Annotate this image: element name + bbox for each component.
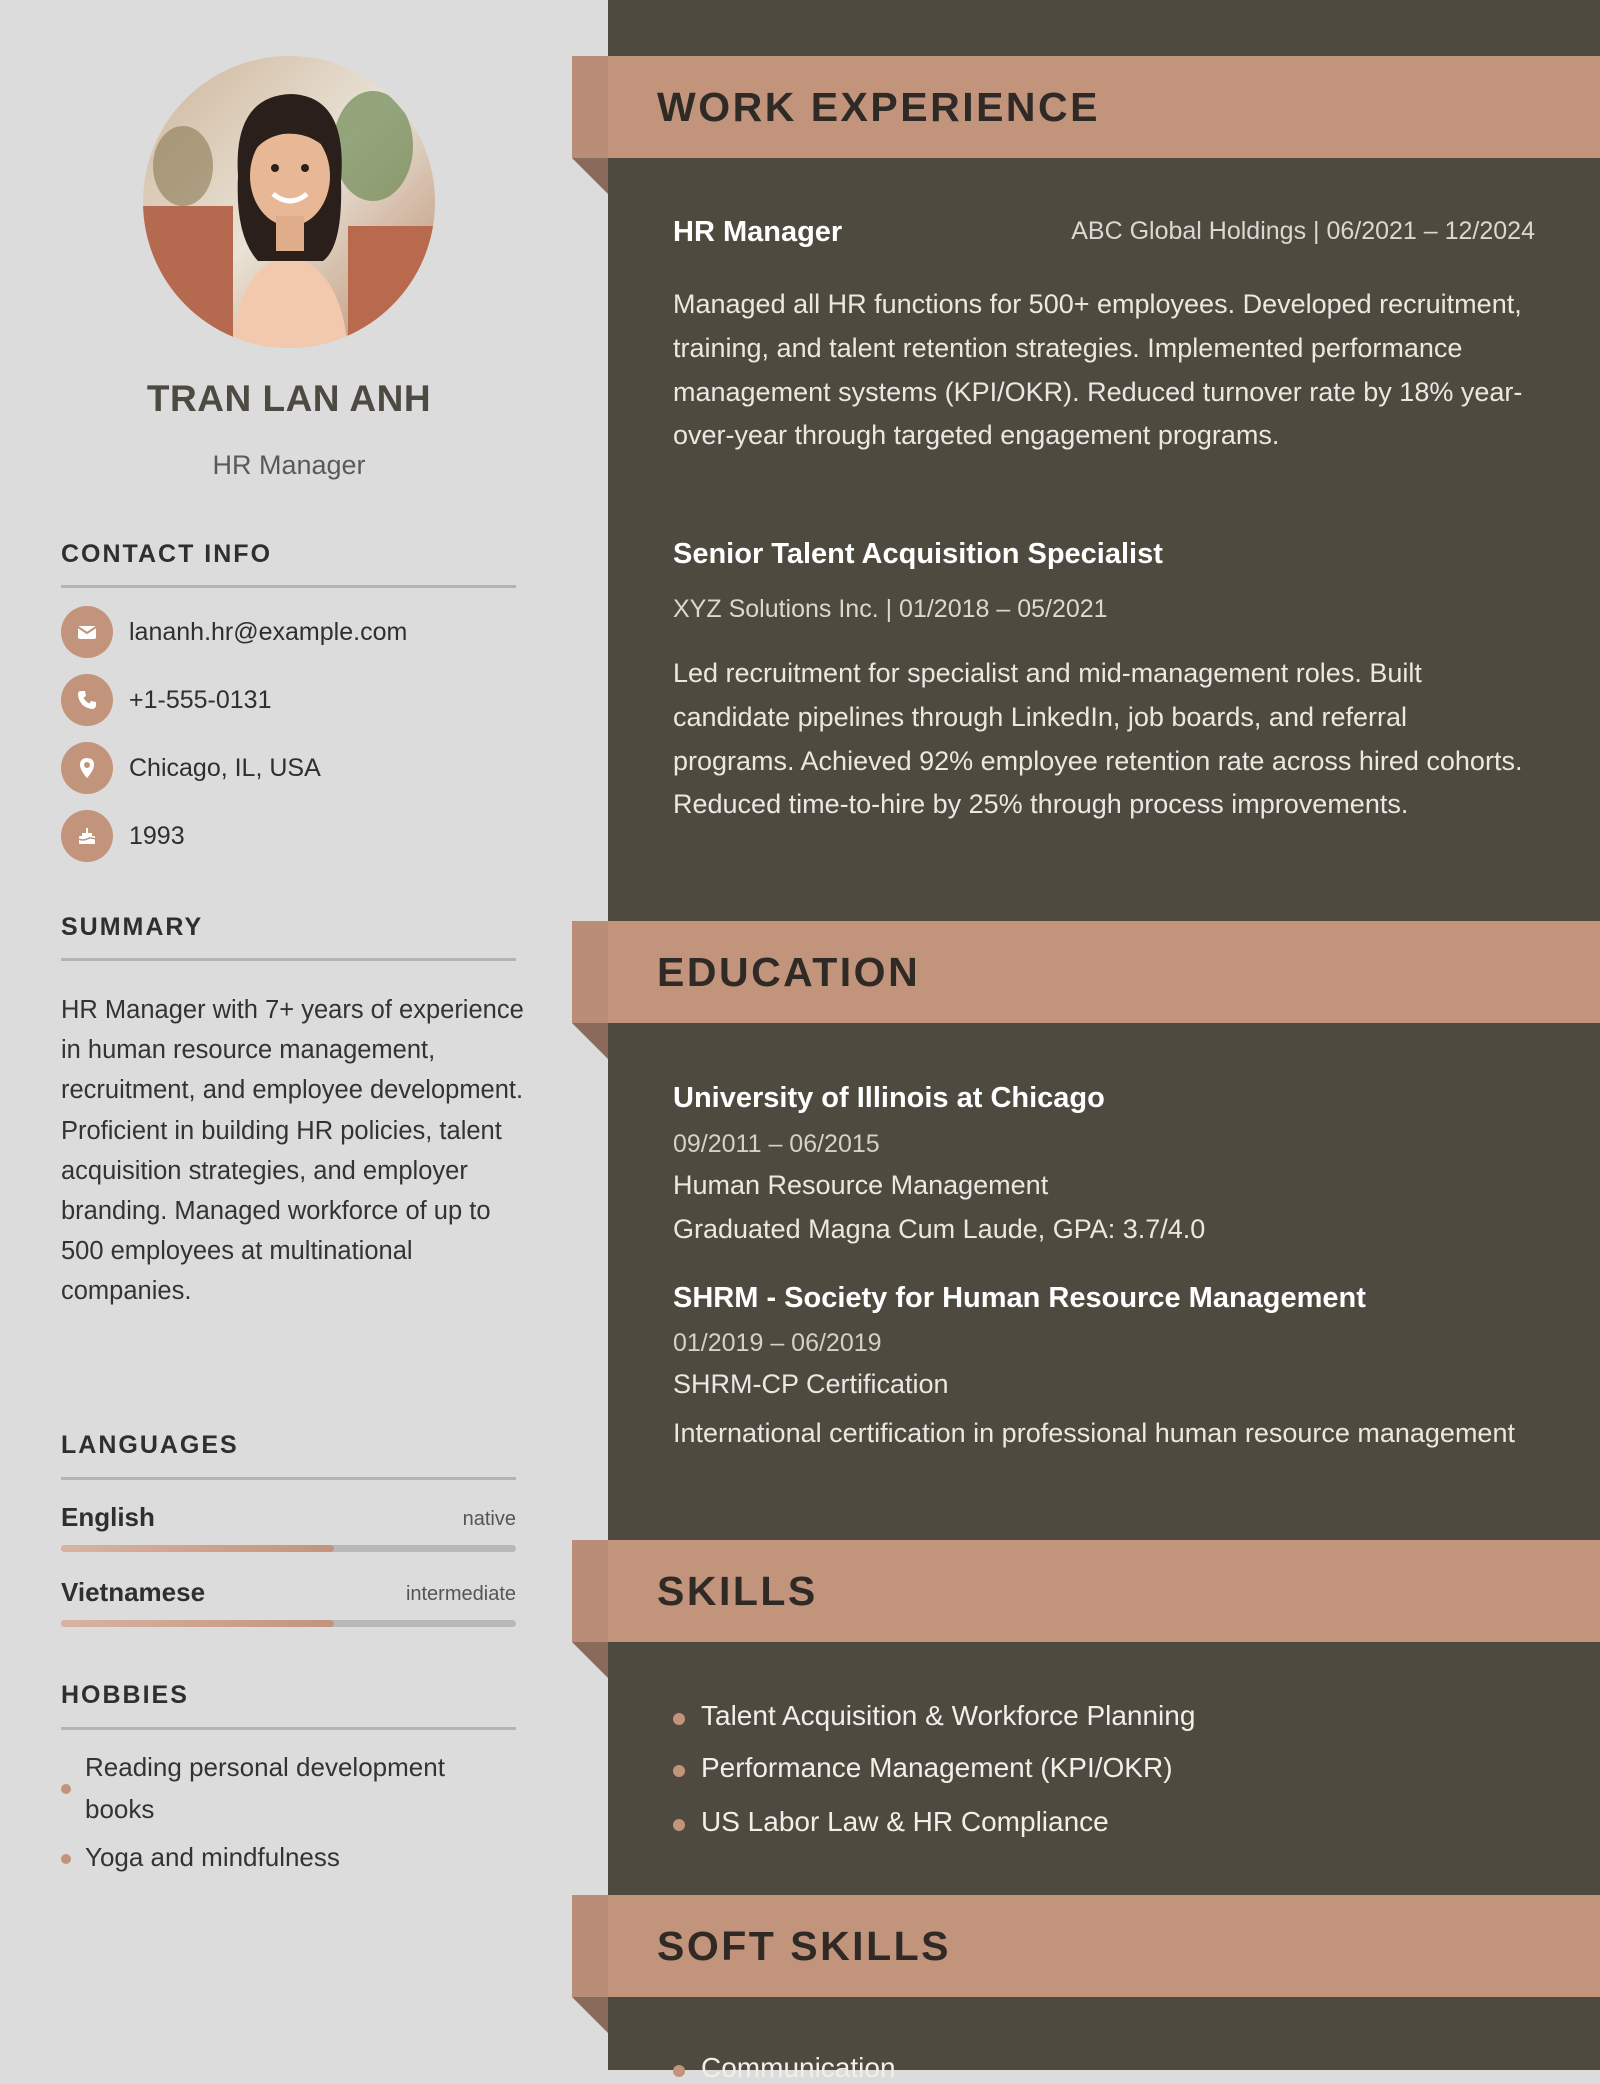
language-name: English <box>61 1502 155 1532</box>
bullet-dot <box>673 1713 685 1725</box>
contact-phone[interactable] <box>61 674 271 726</box>
job-title: Senior Talent Acquisition Specialist <box>673 538 1163 570</box>
education-school: SHRM - Society for Human Resource Management <box>673 1282 1366 1314</box>
job-description: Managed all HR functions for 500+ employees. Developed recruitment, training, and talent retention strategies. Implemented performance management systems (KPI/OKR). Reduced turnover rate by 18% year-over-year through targeted engagement programs. <box>673 289 1523 451</box>
bullet-dot <box>61 1784 71 1794</box>
soft-skill-text: Communication <box>701 2052 896 2083</box>
language-vietnamese-bar <box>61 1620 516 1627</box>
hobby-text: Reading personal development books <box>85 1752 445 1824</box>
skill-text: US Labor Law & HR Compliance <box>701 1806 1109 1837</box>
work-experience-heading: WORK EXPERIENCE <box>657 84 1100 130</box>
language-vietnamese <box>61 1577 516 1609</box>
education-line: International certification in professional human resource management <box>673 1418 1515 1448</box>
skills-heading: SKILLS <box>657 1568 818 1614</box>
education-dates: 01/2019 – 06/2019 <box>673 1329 882 1357</box>
birthday-cake-icon <box>61 810 113 862</box>
section-band-fold <box>572 1642 608 1678</box>
section-band-tab <box>572 56 608 158</box>
job-title: HR Manager <box>673 216 843 248</box>
email-icon <box>61 606 113 658</box>
phone-icon <box>61 674 113 726</box>
profile-role: HR Manager <box>212 450 366 480</box>
profile-photo <box>143 56 435 348</box>
skill-text: Talent Acquisition & Workforce Planning <box>701 1700 1196 1731</box>
hobby-item <box>61 1746 501 1830</box>
contact-location <box>61 742 321 794</box>
education-school: University of Illinois at Chicago <box>673 1082 1105 1114</box>
skill-text: Performance Management (KPI/OKR) <box>701 1752 1173 1783</box>
contact-birth-year-text: 1993 <box>129 821 185 850</box>
job-description: Led recruitment for specialist and mid-management roles. Built candidate pipelines through LinkedIn, job boards, and referral programs. Achieved 92% employee retention rate across hired cohorts. Reduced time-to-hire by 25% through process improvements. <box>673 658 1523 820</box>
education-line: SHRM-CP Certification <box>673 1369 949 1399</box>
language-english-bar-fill <box>61 1545 334 1552</box>
language-english <box>61 1502 516 1534</box>
education-heading: EDUCATION <box>657 949 921 995</box>
bullet-dot <box>61 1854 71 1864</box>
contact-email[interactable] <box>61 606 407 658</box>
bullet-dot <box>673 2065 685 2077</box>
hobbies-heading: HOBBIES <box>61 1681 189 1709</box>
section-band-fold <box>572 1023 608 1059</box>
languages-divider <box>61 1477 516 1480</box>
summary-divider <box>61 958 516 961</box>
bullet-dot <box>673 1765 685 1777</box>
contact-location-text: Chicago, IL, USA <box>129 753 321 782</box>
section-band-tab <box>572 921 608 1023</box>
summary-text: HR Manager with 7+ years of experience in human resource management, recruitment, and employee development. Proficient in building HR policies, talent acquisition strategies, and employer branding. Managed workforce of up to 500 employees at multinational companies. <box>61 996 524 1306</box>
education-line: Human Resource Management <box>673 1170 1049 1200</box>
soft-skills-heading: SOFT SKILLS <box>657 1923 951 1969</box>
contact-birth-year <box>61 810 185 862</box>
hobbies-divider <box>61 1727 516 1730</box>
profile-name: TRAN LAN ANH <box>146 378 432 419</box>
hobby-text: Yoga and mindfulness <box>85 1842 340 1872</box>
section-band-tab <box>572 1895 608 1997</box>
section-band-tab <box>572 1540 608 1642</box>
language-name: Vietnamese <box>61 1577 206 1607</box>
education-dates: 09/2011 – 06/2015 <box>673 1130 880 1158</box>
section-band-fold <box>572 158 608 194</box>
contact-email-text: lananh.hr@example.com <box>129 617 408 646</box>
section-band-fold <box>572 1997 608 2033</box>
contact-divider <box>61 585 516 588</box>
language-vietnamese-bar-fill <box>61 1620 334 1627</box>
sidebar <box>0 0 608 2070</box>
education-line: Graduated Magna Cum Laude, GPA: 3.7/4.0 <box>673 1214 1206 1244</box>
job-meta: XYZ Solutions Inc. | 01/2018 – 05/2021 <box>673 595 1108 623</box>
bullet-dot <box>673 1819 685 1831</box>
languages-heading: LANGUAGES <box>61 1431 239 1459</box>
language-english-bar <box>61 1545 516 1552</box>
job-meta: ABC Global Holdings | 06/2021 – 12/2024 <box>1071 217 1535 245</box>
language-level: native <box>462 1508 516 1530</box>
hobby-item <box>61 1836 501 1878</box>
summary-heading: SUMMARY <box>61 913 204 941</box>
contact-heading: CONTACT INFO <box>61 540 273 568</box>
contact-phone-text: +1-555-0131 <box>129 685 272 714</box>
language-level: intermediate <box>405 1583 516 1605</box>
location-pin-icon <box>61 742 113 794</box>
